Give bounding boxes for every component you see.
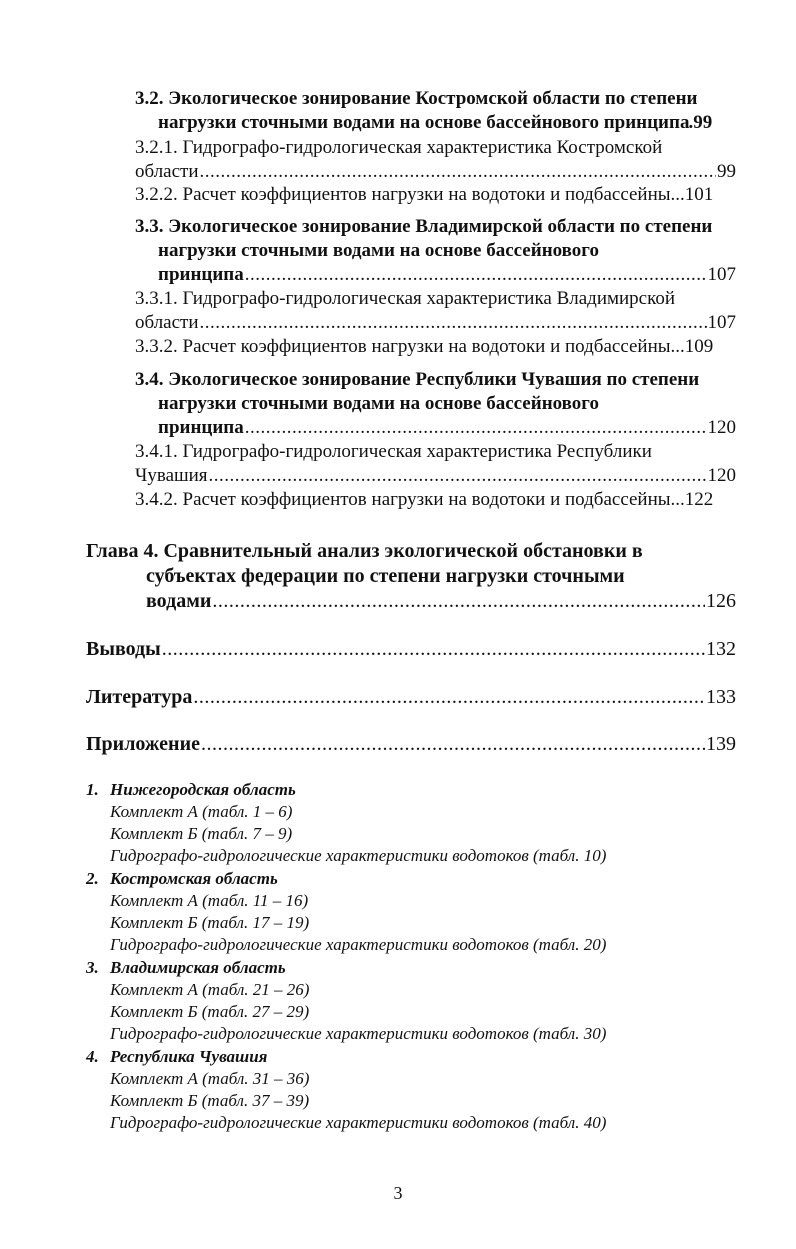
toc-entry-3-3[interactable] <box>158 263 736 287</box>
toc-heading-3-3-line2: нагрузки сточными водами на основе бассейнового <box>158 240 599 261</box>
appendix-item-set-b: Комплект Б (табл. 17 – 19) <box>110 913 310 932</box>
toc-entry-chapter-4[interactable] <box>146 588 736 614</box>
toc-leader-dots <box>162 636 705 662</box>
appendix-item-title: Владимирская область <box>110 958 286 977</box>
appendix-item-set-b: Комплект Б (табл. 27 – 29) <box>110 1002 310 1021</box>
toc-entry-3-2-1[interactable] <box>135 160 736 184</box>
appendix-item-set-a: Комплект А (табл. 11 – 16) <box>110 891 309 910</box>
toc-entry-3-4-1[interactable] <box>135 464 736 488</box>
toc-heading-3-3-line1: 3.3. Экологическое зонирование Владимирской области по степени <box>135 216 713 237</box>
toc-page-3-2-1: 99 <box>717 161 736 182</box>
toc-heading-3-4-line1: 3.4. Экологическое зонирование Республики Чувашия по степени <box>135 369 700 390</box>
appendix-item-set-a: Комплект А (табл. 31 – 36) <box>110 1069 310 1088</box>
toc-page-3-3: 107 <box>707 264 736 285</box>
toc-conclusions-label: Выводы <box>86 638 161 660</box>
toc-3-2-1-line2: области <box>135 161 199 182</box>
toc-page-literature: 133 <box>706 686 736 708</box>
appendix-item-number: 3. <box>86 958 99 977</box>
toc-heading-3-4-line2: нагрузки сточными водами на основе бассейнового <box>158 393 599 414</box>
toc-leader-dots <box>201 731 705 757</box>
toc-page-3-4-2: 122 <box>684 489 714 510</box>
toc-entry-3-2[interactable]: нагрузки сточными водами на основе бассейнового принципа . 99 <box>158 112 713 133</box>
toc-page-3-2-2: 101 <box>684 184 714 205</box>
toc-page-3-3-1: 107 <box>707 312 736 333</box>
toc-entry-appendix[interactable] <box>86 731 736 757</box>
toc-entry-3-3-2[interactable]: 3.3.2. Расчет коэффициентов нагрузки на водотоки и подбассейны ... 109 <box>135 336 714 357</box>
toc-page-conclusions: 132 <box>706 638 736 660</box>
toc-3-4-2-label: 3.4.2. Расчет коэффициентов нагрузки на водотоки и подбассейны <box>135 489 671 510</box>
toc-entry-3-2-2[interactable]: 3.2.2. Расчет коэффициентов нагрузки на водотоки и подбассейны ... 101 <box>135 184 714 205</box>
toc-3-2-1-line1: 3.2.1. Гидрографо-гидрологическая характеристика Костромской <box>135 137 663 158</box>
appendix-item-set-a: Комплект А (табл. 1 – 6) <box>110 802 293 821</box>
toc-leader-dots <box>209 464 707 488</box>
toc-leader-dots <box>193 684 705 710</box>
toc-3-3-1-line1: 3.3.1. Гидрографо-гидрологическая характеристика Владимирской <box>135 288 676 309</box>
appendix-item-characteristics: Гидрографо-гидрологические характеристики водотоков (табл. 20) <box>110 935 607 954</box>
toc-entry-3-4-2[interactable]: 3.4.2. Расчет коэффициентов нагрузки на водотоки и подбассейны ... 122 <box>135 489 714 510</box>
toc-heading-3-2-line1: 3.2. Экологическое зонирование Костромской области по степени <box>135 88 698 109</box>
appendix-item-set-b: Комплект Б (табл. 37 – 39) <box>110 1091 310 1110</box>
toc-leader-dots <box>245 263 707 287</box>
toc-chapter-4-line2: субъектах федерации по степени нагрузки сточными <box>146 565 625 587</box>
toc-appendix-label: Приложение <box>86 733 200 755</box>
toc-leader-dots <box>245 416 707 440</box>
appendix-item-characteristics: Гидрографо-гидрологические характеристики водотоков (табл. 30) <box>110 1024 607 1043</box>
toc-leader-dots <box>200 160 716 184</box>
toc-chapter-4-line1: Глава 4. Сравнительный анализ экологической обстановки в <box>86 540 643 562</box>
toc-chapter-4-line3: водами <box>146 590 212 612</box>
appendix-item-title: Республика Чувашия <box>110 1047 268 1066</box>
page-number: 3 <box>393 1183 403 1203</box>
appendix-item-characteristics: Гидрографо-гидрологические характеристики водотоков (табл. 40) <box>110 1113 607 1132</box>
toc-page-3-4-1: 120 <box>707 465 736 486</box>
toc-heading-3-4-line3: принципа <box>158 417 244 438</box>
appendix-item-number: 4. <box>86 1047 99 1066</box>
toc-page-3-2: 99 <box>693 112 713 133</box>
toc-page-chapter-4: 126 <box>706 590 736 612</box>
appendix-item-characteristics: Гидрографо-гидрологические характеристики водотоков (табл. 10) <box>110 846 607 865</box>
toc-heading-3-2-line2: нагрузки сточными водами на основе бассейнового принципа <box>158 112 690 133</box>
toc-3-3-1-line2: области <box>135 312 199 333</box>
toc-page-3-4: 120 <box>707 417 736 438</box>
appendix-item-number: 1. <box>86 780 99 799</box>
toc-entry-literature[interactable] <box>86 684 736 710</box>
toc-3-4-1-line2: Чувашия <box>135 465 208 486</box>
appendix-item-number: 2. <box>86 869 99 888</box>
appendix-item-set-a: Комплект А (табл. 21 – 26) <box>110 980 310 999</box>
appendix-item-title: Костромская область <box>110 869 278 888</box>
toc-entry-conclusions[interactable] <box>86 636 736 662</box>
toc-page-appendix: 139 <box>706 733 736 755</box>
toc-entry-3-4[interactable] <box>158 416 736 440</box>
toc-3-3-2-label: 3.3.2. Расчет коэффициентов нагрузки на водотоки и подбассейны <box>135 336 671 357</box>
toc-heading-3-3-line3: принципа <box>158 264 244 285</box>
toc-leader-dots <box>212 588 705 614</box>
toc-leader-dots <box>200 311 707 335</box>
toc-3-2-2-label: 3.2.2. Расчет коэффициентов нагрузки на водотоки и подбассейны <box>135 184 671 205</box>
appendix-item-set-b: Комплект Б (табл. 7 – 9) <box>110 824 293 843</box>
toc-page-3-3-2: 109 <box>684 336 714 357</box>
appendix-item-title: Нижегородская область <box>110 780 296 799</box>
toc-literature-label: Литература <box>86 686 193 708</box>
toc-3-4-1-line1: 3.4.1. Гидрографо-гидрологическая характеристика Республики <box>135 441 652 462</box>
toc-entry-3-3-1[interactable] <box>135 311 736 335</box>
